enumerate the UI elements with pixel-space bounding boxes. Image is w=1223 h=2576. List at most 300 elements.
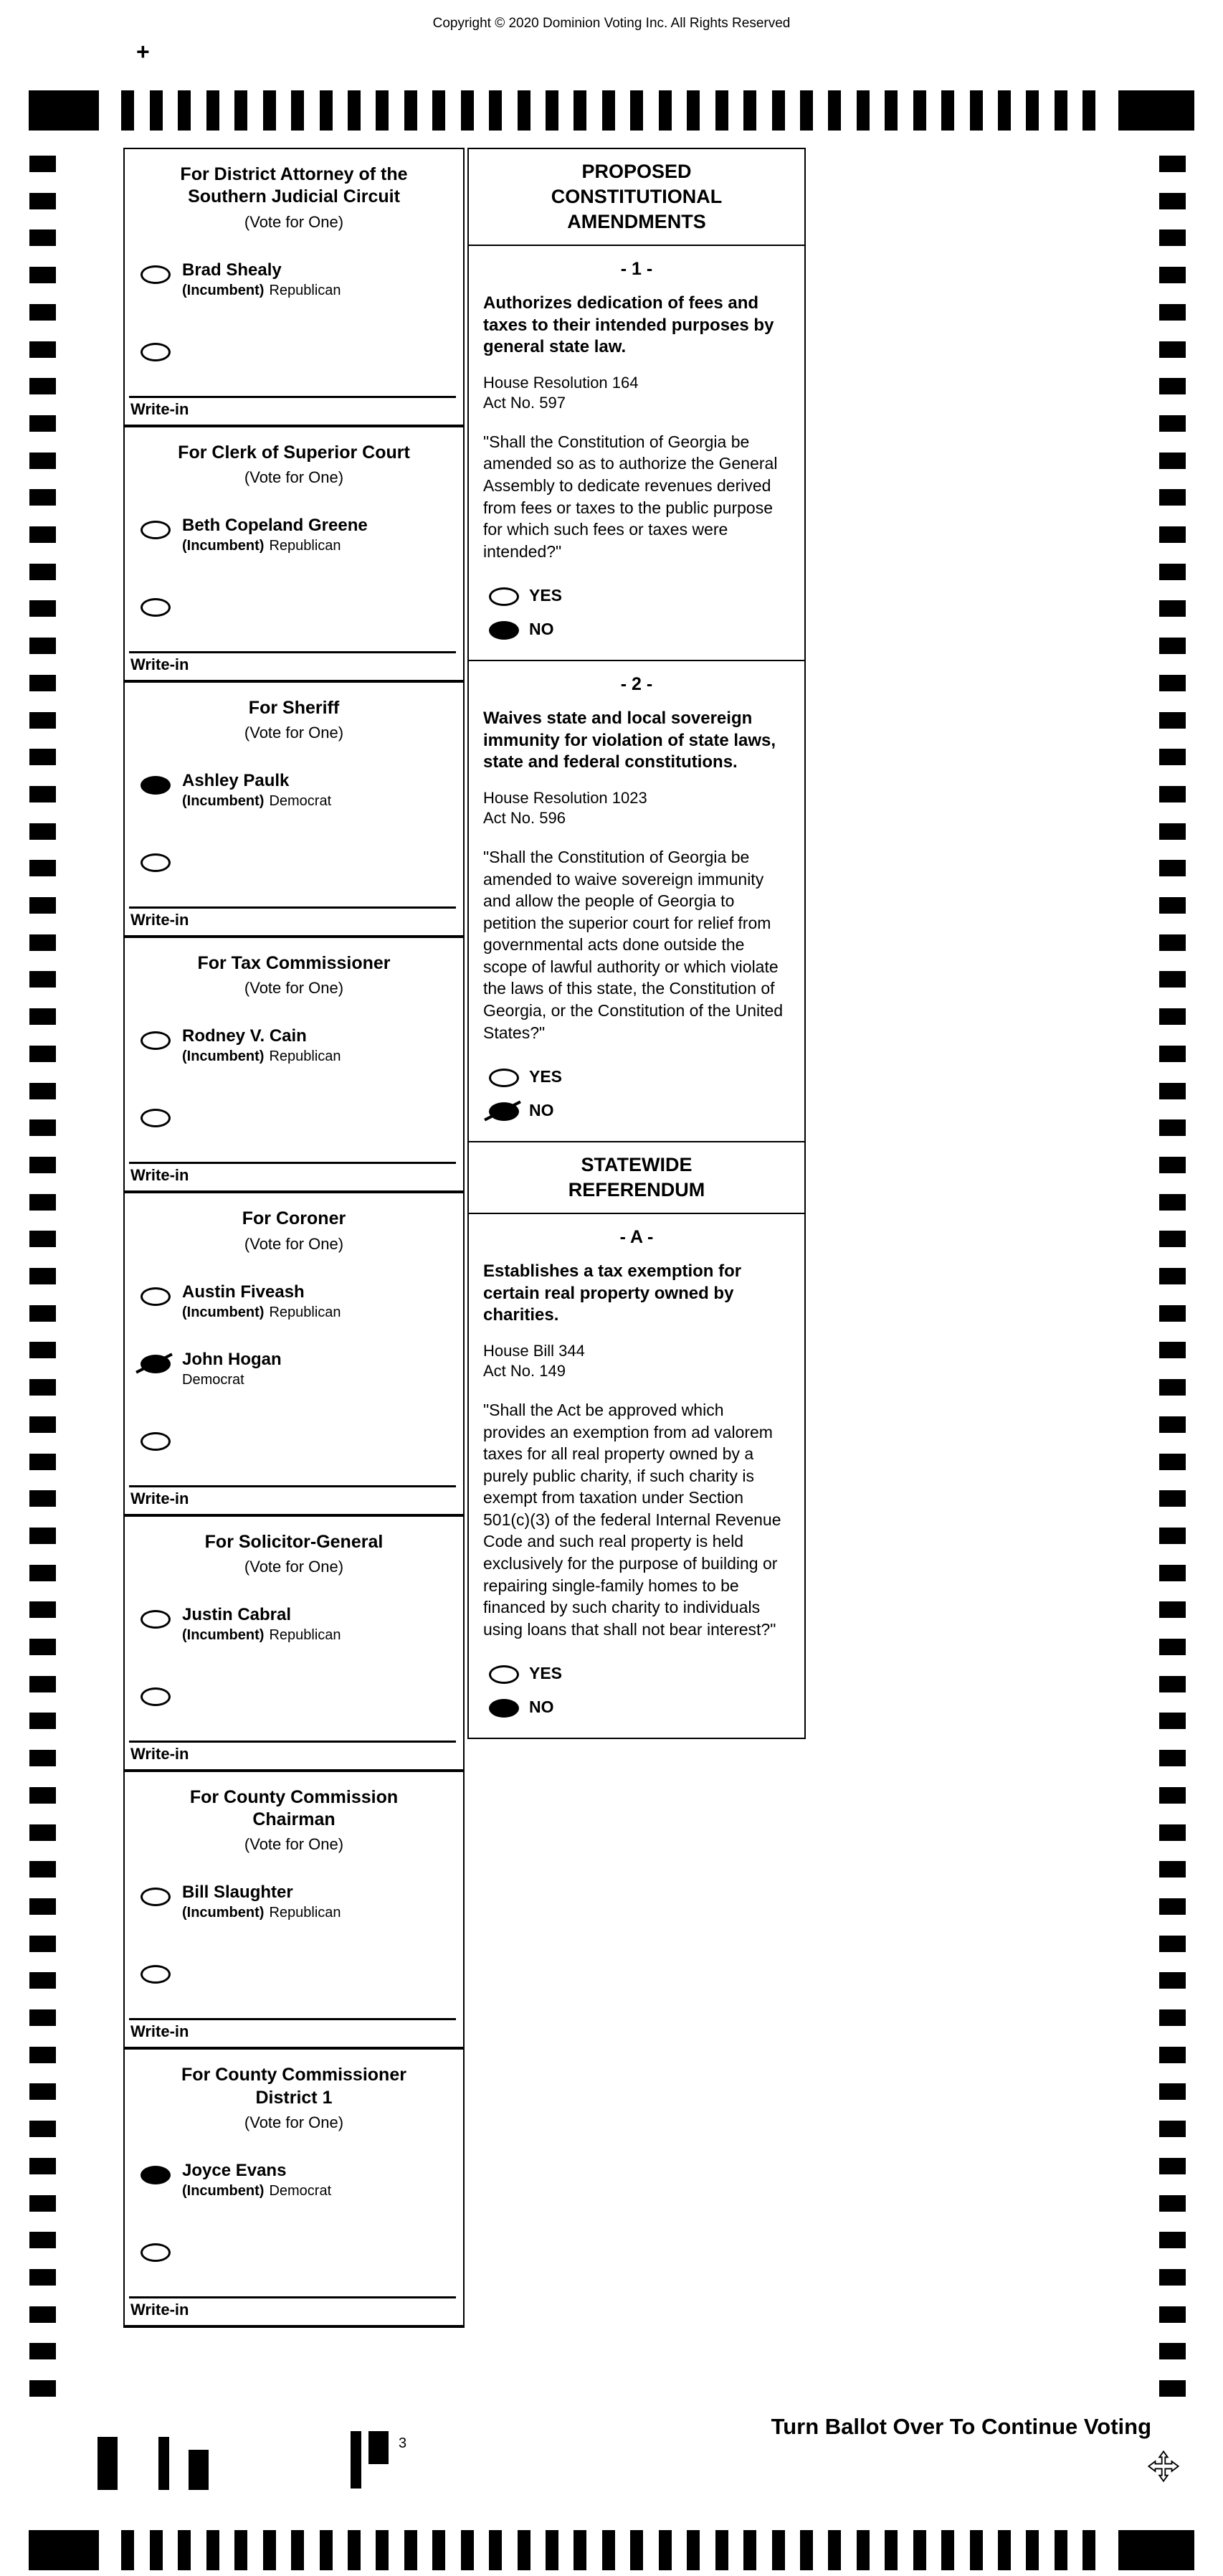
timing-square — [29, 1750, 56, 1766]
ballot-oval[interactable] — [141, 1687, 171, 1706]
timing-bar — [574, 90, 586, 131]
candidate-detail — [182, 1905, 341, 1921]
contest-box — [123, 148, 465, 427]
write-in-line[interactable] — [129, 2296, 456, 2298]
write-in-section — [125, 396, 463, 419]
measure-option-row — [489, 1697, 790, 1718]
timing-square — [29, 2306, 56, 2323]
measure-number: - 2 - — [620, 674, 653, 695]
candidate-party: Democrat — [269, 793, 332, 809]
ballot-oval[interactable] — [141, 343, 171, 361]
measure-box — [467, 660, 806, 1142]
section-header-line: AMENDMENTS — [567, 211, 706, 233]
timing-bar — [687, 2530, 700, 2570]
candidate-text — [182, 1350, 282, 1388]
ballot-oval[interactable] — [141, 1610, 171, 1629]
timing-bars — [99, 90, 1118, 131]
section-header-line: PROPOSED — [581, 161, 692, 182]
ballot-oval[interactable] — [141, 1355, 171, 1373]
timing-square — [1159, 1898, 1186, 1915]
write-in-section — [125, 1485, 463, 1508]
timing-square — [1159, 2343, 1186, 2359]
timing-square — [29, 2380, 56, 2397]
vote-for-one-label: (Vote for One) — [244, 212, 344, 231]
timing-bar — [404, 90, 417, 131]
contest-box — [123, 426, 465, 683]
timing-square — [1159, 1490, 1186, 1507]
contest-title-line: For District Attorney of the — [180, 164, 408, 184]
timing-square — [1159, 304, 1186, 321]
timing-square — [1159, 823, 1186, 840]
ballot-oval[interactable] — [489, 1665, 519, 1684]
measure-reference-line: House Bill 344 — [483, 1341, 585, 1360]
measure-box — [467, 1213, 806, 1739]
write-in-label: Write-in — [130, 1744, 189, 1763]
timing-square — [1159, 1639, 1186, 1655]
timing-bar — [489, 2530, 502, 2570]
write-in-label: Write-in — [130, 1489, 189, 1507]
timing-bar — [659, 90, 672, 131]
measure-option-label: YES — [529, 1067, 563, 1086]
candidate-party: Republican — [269, 1905, 341, 1921]
timing-square — [29, 1157, 56, 1173]
timing-end-block — [1118, 2530, 1194, 2570]
timing-bar — [206, 2530, 219, 2570]
timing-bar — [687, 90, 700, 131]
measure-option-label: NO — [529, 620, 554, 639]
candidate-row — [141, 1282, 456, 1321]
timing-bar — [659, 2530, 672, 2570]
timing-square — [29, 1713, 56, 1729]
ballot-oval[interactable] — [141, 598, 171, 617]
timing-square — [1159, 2158, 1186, 2174]
timing-square — [1159, 1268, 1186, 1284]
timing-bar — [885, 90, 898, 131]
write-in-line[interactable] — [129, 651, 456, 653]
measure-option-row — [489, 585, 790, 606]
timing-bar — [574, 2530, 586, 2570]
timing-bar — [828, 2530, 841, 2570]
section-header-line: STATEWIDE — [581, 1154, 693, 1176]
timing-bar — [941, 2530, 954, 2570]
timing-square — [29, 304, 56, 321]
timing-bar — [234, 2530, 247, 2570]
write-in-candidate-row — [141, 851, 456, 872]
write-in-candidate-row — [141, 1430, 456, 1451]
candidate-incumbent-label: (Incumbent) — [182, 1905, 265, 1921]
timing-bar — [263, 90, 276, 131]
timing-end-block — [29, 90, 99, 131]
timing-square — [1159, 1861, 1186, 1877]
measure-option-label: YES — [529, 1664, 563, 1683]
contest-title-line: District 1 — [255, 2087, 333, 2108]
timing-square — [1159, 267, 1186, 283]
write-in-section — [125, 1162, 463, 1185]
timing-bar — [546, 90, 558, 131]
write-in-candidate-row — [141, 1963, 456, 1984]
timing-bar — [320, 2530, 333, 2570]
candidate-party: Republican — [269, 1304, 341, 1320]
vote-for-one-label: (Vote for One) — [244, 979, 344, 998]
contest-title-line: For Clerk of Superior Court — [178, 442, 410, 463]
measure-number: - A - — [619, 1227, 654, 1248]
ballot-oval[interactable] — [489, 587, 519, 606]
candidate-name: Joyce Evans — [182, 2160, 287, 2180]
timing-bar — [206, 90, 219, 131]
candidate-detail — [182, 1048, 341, 1065]
timing-bar — [432, 2530, 445, 2570]
measure-option-row — [489, 1663, 790, 1684]
section-header-line: REFERENDUM — [568, 1179, 705, 1201]
write-in-line[interactable] — [129, 1162, 456, 1164]
write-in-section — [125, 1741, 463, 1763]
timing-square — [29, 229, 56, 246]
write-in-label: Write-in — [130, 1166, 189, 1185]
ballot-oval[interactable] — [141, 1432, 171, 1451]
section-header-box — [467, 1141, 806, 1214]
ballot-oval[interactable] — [489, 1699, 519, 1718]
candidate-party: Democrat — [269, 2182, 332, 2199]
measure-options — [483, 585, 790, 640]
timing-square — [29, 1379, 56, 1396]
ballot-oval[interactable] — [141, 1109, 171, 1127]
measure-references — [483, 373, 790, 414]
timing-bar — [998, 2530, 1011, 2570]
timing-bar — [602, 2530, 615, 2570]
contest-title — [125, 1208, 463, 1230]
timing-square — [1159, 1565, 1186, 1581]
timing-square — [1159, 1008, 1186, 1025]
contest-title-line: Chairman — [252, 1809, 336, 1829]
timing-square — [1159, 1194, 1186, 1211]
write-in-label: Write-in — [130, 911, 189, 929]
timing-bar — [941, 90, 954, 131]
timing-square — [1159, 1157, 1186, 1173]
measure-summary: Establishes a tax exemption for certain real property owned by charities. — [483, 1261, 742, 1325]
timing-square — [29, 1342, 56, 1358]
timing-square — [1159, 2306, 1186, 2323]
candidate-text — [182, 1282, 341, 1321]
candidate-row — [141, 1885, 456, 1921]
copyright-text: Copyright © 2020 Dominion Voting Inc. All Rights Reserved — [432, 16, 791, 31]
measure-references — [483, 788, 790, 829]
ballot-oval[interactable] — [489, 1102, 519, 1121]
timing-square — [29, 564, 56, 580]
write-in-section — [125, 2018, 463, 2041]
timing-square — [1159, 934, 1186, 951]
timing-square — [1159, 1454, 1186, 1470]
ballot-oval[interactable] — [141, 1888, 171, 1906]
timing-square — [1159, 786, 1186, 802]
measure-references — [483, 1341, 790, 1382]
candidate-detail — [182, 1304, 341, 1321]
timing-bar — [857, 90, 870, 131]
candidate-row — [141, 515, 456, 554]
timing-square — [1159, 564, 1186, 580]
measure-options — [483, 1066, 790, 1121]
timing-bar — [546, 2530, 558, 2570]
timing-square — [1159, 2047, 1186, 2063]
candidate-row — [141, 1026, 456, 1065]
timing-bar — [913, 2530, 926, 2570]
candidate-text — [182, 1026, 341, 1065]
measure-option-row — [489, 1066, 790, 1087]
write-in-line[interactable] — [129, 2018, 456, 2020]
timing-bar — [1055, 2530, 1067, 2570]
timing-bar — [715, 90, 728, 131]
measure-body — [469, 661, 804, 1141]
measure-question: "Shall the Constitution of Georgia be amended to waive sovereign immunity and allow the people of Georgia to petition the superior court for relief from governmental acts done outside the scope of lawful authority or which violate the laws of this state, the Constitution of Georgia, or the Constitution of the United States?" — [483, 847, 784, 1042]
candidate-text — [182, 1605, 341, 1644]
section-header — [469, 149, 804, 245]
candidate-text — [182, 771, 331, 810]
timing-bar — [1082, 2530, 1095, 2570]
timing-square — [29, 1490, 56, 1507]
contest-box — [123, 2048, 465, 2328]
candidate-detail — [182, 793, 331, 810]
candidate-party: Democrat — [182, 1371, 244, 1388]
timing-bar — [715, 2530, 728, 2570]
candidate-name: Rodney V. Cain — [182, 1026, 307, 1046]
measure-option-label: NO — [529, 1101, 554, 1120]
contests-column — [123, 148, 465, 2328]
contest-title-line: For Tax Commissioner — [197, 953, 391, 973]
timing-square — [1159, 2269, 1186, 2286]
timing-end-block — [29, 2530, 99, 2570]
timing-bar — [461, 2530, 474, 2570]
timing-square — [1159, 1119, 1186, 1136]
timing-square — [1159, 526, 1186, 543]
timing-bar — [291, 90, 304, 131]
measure-summary: Waives state and local sovereign immunity for violation of state laws, state and federal constitutions. — [483, 709, 776, 772]
candidate-row — [141, 260, 456, 299]
timing-square — [29, 2047, 56, 2063]
timing-bar — [150, 2530, 163, 2570]
measure-options — [483, 1663, 790, 1718]
measure-reference-line: House Resolution 164 — [483, 373, 639, 392]
write-in-label: Write-in — [130, 399, 189, 418]
timing-square — [29, 453, 56, 469]
timing-square — [29, 2083, 56, 2100]
write-in-line[interactable] — [129, 396, 456, 398]
timing-bar — [800, 90, 813, 131]
timing-square — [1159, 1787, 1186, 1804]
timing-square — [1159, 1046, 1186, 1062]
timing-bar — [263, 2530, 276, 2570]
measure-summary: Authorizes dedication of fees and taxes to their intended purposes by general state law. — [483, 293, 774, 357]
timing-square — [1159, 378, 1186, 394]
timing-square — [29, 489, 56, 506]
timing-bar — [913, 90, 926, 131]
timing-square — [1159, 2121, 1186, 2137]
measure-reference-line: Act No. 596 — [483, 809, 566, 828]
section-header — [469, 1142, 804, 1213]
timing-square — [29, 749, 56, 765]
ballot-oval[interactable] — [141, 776, 171, 795]
write-in-line[interactable] — [129, 1741, 456, 1743]
registration-plus-mark: + — [136, 39, 150, 65]
timing-bar — [404, 2530, 417, 2570]
ballot-oval[interactable] — [141, 1031, 171, 1050]
measure-option-label: NO — [529, 1697, 554, 1717]
write-in-section — [125, 651, 463, 674]
contest-title — [125, 952, 463, 975]
turn-ballot-over-text: Turn Ballot Over To Continue Voting — [771, 2414, 1151, 2439]
timing-square — [29, 1046, 56, 1062]
ballot-oval[interactable] — [489, 621, 519, 640]
candidate-detail — [182, 2183, 331, 2199]
timing-square — [1159, 897, 1186, 914]
contest-title-line: For County Commission — [189, 1786, 399, 1807]
timing-square — [29, 2232, 56, 2248]
contest-title-line: Southern Judicial Circuit — [188, 186, 400, 207]
candidate-incumbent-label: (Incumbent) — [182, 537, 265, 554]
timing-bar — [150, 90, 163, 131]
timing-square — [1159, 1528, 1186, 1544]
timing-square — [1159, 1379, 1186, 1396]
timing-square — [29, 156, 56, 172]
timing-square — [29, 712, 56, 729]
timing-square — [1159, 415, 1186, 432]
timing-square — [29, 2343, 56, 2359]
timing-bar — [772, 2530, 785, 2570]
ballot-oval[interactable] — [141, 2166, 171, 2184]
timing-square — [1159, 1342, 1186, 1358]
measure-box — [467, 245, 806, 661]
write-in-line[interactable] — [129, 1485, 456, 1487]
ballot-oval[interactable] — [141, 1287, 171, 1306]
contest-box — [123, 681, 465, 938]
measure-number: - 1 - — [620, 259, 653, 280]
vote-for-one-label: (Vote for One) — [244, 724, 344, 742]
ballot-oval[interactable] — [141, 2243, 171, 2262]
timing-square — [29, 1083, 56, 1099]
timing-square — [1159, 749, 1186, 765]
ballot-id-bar — [189, 2450, 209, 2490]
timing-bar — [743, 2530, 756, 2570]
ballot-oval[interactable] — [141, 521, 171, 539]
timing-bar — [121, 90, 134, 131]
measure-body — [469, 246, 804, 660]
timing-bar — [518, 90, 530, 131]
timing-bar — [461, 90, 474, 131]
timing-bar — [998, 90, 1011, 131]
candidate-name: Austin Fiveash — [182, 1282, 305, 1302]
contest-box — [123, 1515, 465, 1772]
ballot-oval[interactable] — [141, 853, 171, 872]
timing-bar — [320, 90, 333, 131]
contest-title — [125, 1786, 463, 1832]
timing-bar — [630, 2530, 643, 2570]
ballot-oval[interactable] — [489, 1069, 519, 1087]
timing-square — [29, 1601, 56, 1618]
timing-square — [1159, 453, 1186, 469]
candidate-name: Beth Copeland Greene — [182, 515, 368, 535]
write-in-candidate-row — [141, 596, 456, 617]
candidate-party: Republican — [269, 537, 341, 554]
timing-square — [1159, 1972, 1186, 1989]
timing-square — [29, 1528, 56, 1544]
write-in-line[interactable] — [129, 906, 456, 909]
candidate-row — [141, 1349, 456, 1388]
timing-square — [29, 897, 56, 914]
ballot-id-bar — [368, 2431, 389, 2464]
timing-square — [29, 1639, 56, 1655]
measure-option-row — [489, 1100, 790, 1121]
timing-square — [1159, 712, 1186, 729]
ballot-oval[interactable] — [141, 1965, 171, 1984]
candidate-detail — [182, 1627, 341, 1644]
contest-title-line: For Sheriff — [248, 697, 340, 718]
candidate-text — [182, 516, 368, 554]
candidate-incumbent-label: (Incumbent) — [182, 282, 265, 298]
timing-bar — [1055, 90, 1067, 131]
timing-square — [1159, 600, 1186, 617]
candidate-incumbent-label: (Incumbent) — [182, 1048, 265, 1065]
timing-square — [29, 1861, 56, 1877]
timing-square — [29, 638, 56, 654]
timing-square — [1159, 193, 1186, 209]
timing-square — [1159, 1601, 1186, 1618]
vote-for-one-label: (Vote for One) — [244, 2113, 344, 2131]
ballot-id-digit: 3 — [399, 2435, 407, 2451]
vote-for-one-label: (Vote for One) — [244, 1835, 344, 1854]
timing-bar — [1082, 90, 1095, 131]
candidate-incumbent-label: (Incumbent) — [182, 1304, 265, 1320]
timing-square — [29, 600, 56, 617]
timing-square — [29, 1454, 56, 1470]
timing-square — [29, 860, 56, 876]
timing-square — [29, 1824, 56, 1841]
timing-square — [1159, 341, 1186, 358]
timing-square — [1159, 1416, 1186, 1433]
timing-bar — [743, 90, 756, 131]
timing-square — [29, 1972, 56, 1989]
timing-square — [1159, 1676, 1186, 1692]
timing-marks-bottom — [29, 2530, 1194, 2570]
candidate-row — [141, 771, 456, 810]
timing-square — [29, 2269, 56, 2286]
timing-square — [1159, 2009, 1186, 2026]
measure-body — [469, 1214, 804, 1738]
ballot-oval[interactable] — [141, 265, 171, 284]
timing-square — [29, 526, 56, 543]
timing-square — [1159, 1713, 1186, 1729]
contest-title-line: For County Commissioner — [181, 2065, 406, 2085]
section-header-line: CONSTITUTIONAL — [551, 186, 723, 208]
timing-square — [29, 786, 56, 802]
write-in-candidate-row — [141, 2241, 456, 2262]
measure-question: "Shall the Act be approved which provides an exemption from ad valorem taxes for all real property owned by a purely public charity, if such charity is exempt from taxation under Section 501(c)(3) of the federal Internal Revenue Code and such real property is held exclusively for the purpose of building or repairing single-family homes to be financed by such charity to individuals using loans that shall not bear interest?" — [483, 1400, 781, 1639]
timing-bars — [99, 2530, 1118, 2570]
candidate-name: Bill Slaughter — [182, 1883, 293, 1903]
candidate-text — [182, 2161, 331, 2199]
vote-for-one-label: (Vote for One) — [244, 1234, 344, 1253]
timing-square — [29, 1565, 56, 1581]
candidate-incumbent-label: (Incumbent) — [182, 2182, 265, 2199]
timing-bar — [348, 2530, 361, 2570]
write-in-candidate-row — [141, 1685, 456, 1706]
timing-bar — [970, 2530, 983, 2570]
timing-square — [1159, 1824, 1186, 1841]
timing-marks-top — [29, 90, 1194, 131]
timing-square — [29, 675, 56, 691]
timing-square — [29, 823, 56, 840]
write-in-candidate-row — [141, 1107, 456, 1127]
timing-bar — [178, 2530, 191, 2570]
timing-square — [29, 193, 56, 209]
timing-end-block — [1118, 90, 1194, 131]
